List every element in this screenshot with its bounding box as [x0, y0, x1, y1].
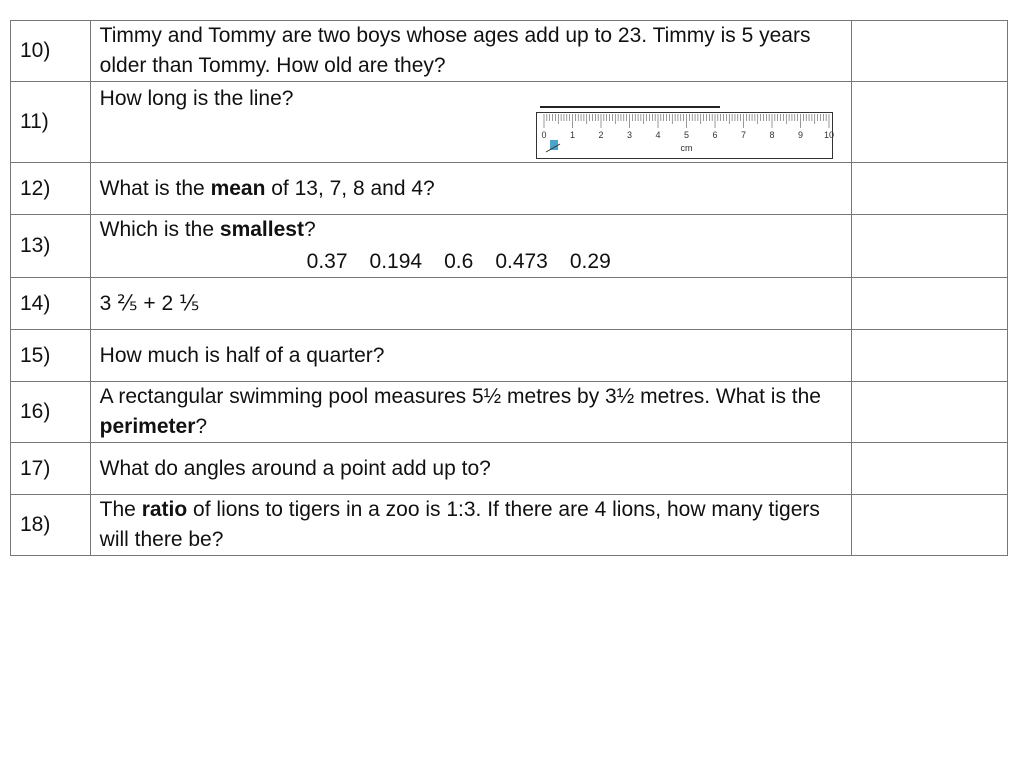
question-text: The ratio of lions to tigers in a zoo is 1:3. If there are 4 lions, how many tigers will there be?: [90, 495, 851, 556]
answer-cell[interactable]: [852, 21, 1008, 82]
answer-cell[interactable]: [852, 382, 1008, 443]
question-text: What is the mean of 13, 7, 8 and 4?: [90, 163, 851, 215]
question-number: 12): [11, 163, 91, 215]
question-number: 15): [11, 330, 91, 382]
answer-options: [307, 247, 845, 277]
ruler-tick-label: 7: [740, 130, 746, 140]
question-number: 17): [11, 443, 91, 495]
ruler-tick-label: 6: [712, 130, 718, 140]
question-text: How long is the line?: [99, 87, 294, 110]
question-row-14: [11, 278, 1008, 330]
ruler-tick-label: 4: [655, 130, 661, 140]
option-value: 0.473: [495, 250, 548, 273]
question-row-15: [11, 330, 1008, 382]
ruler-tick-label: 2: [598, 130, 604, 140]
bold-keyword: perimeter: [99, 415, 196, 438]
ruler-tick-label: 8: [769, 130, 775, 140]
answer-cell[interactable]: [852, 443, 1008, 495]
bold-keyword: ratio: [141, 498, 188, 521]
question-text: A rectangular swimming pool measures 5½ metres by 3½ metres. What is the perimeter?: [90, 382, 851, 443]
option-value: 0.6: [444, 250, 474, 273]
option-value: 0.37: [306, 250, 348, 273]
ruler-tick-label: 9: [797, 130, 803, 140]
question-number: 13): [11, 215, 91, 278]
question-number: 10): [11, 21, 91, 82]
question-row-12: [11, 163, 1008, 215]
question-text: Timmy and Tommy are two boys whose ages add up to 23. Timmy is 5 years older than Tommy. How old are they?: [90, 21, 851, 82]
ruler-tick-label: 10: [823, 130, 834, 140]
bold-keyword: mean: [210, 176, 266, 200]
answer-cell[interactable]: [852, 163, 1008, 215]
ruler-figure: [536, 104, 836, 164]
question-row-11: [11, 82, 1008, 163]
question-text: How much is half of a quarter?: [90, 330, 851, 382]
question-number: 18): [11, 495, 91, 556]
answer-cell[interactable]: [852, 495, 1008, 556]
option-value: 0.29: [569, 250, 611, 273]
question-text: What do angles around a point add up to?: [90, 443, 851, 495]
worksheet-table: [10, 20, 1008, 556]
question-number: 11): [11, 82, 91, 163]
answer-cell[interactable]: [852, 82, 1008, 163]
ruler-tick-label: 3: [626, 130, 632, 140]
question-number: 16): [11, 382, 91, 443]
answer-cell[interactable]: [852, 330, 1008, 382]
question-text: Which is the smallest?: [99, 218, 316, 241]
ruler-unit-label: cm: [680, 143, 693, 153]
question-row-10: [11, 21, 1008, 82]
answer-cell[interactable]: [852, 215, 1008, 278]
question-number: 14): [11, 278, 91, 330]
question-row-17: [11, 443, 1008, 495]
question-row-13: [11, 215, 1008, 278]
question-text: 3 ⅖ + 2 ⅕: [90, 278, 851, 330]
bold-keyword: smallest: [219, 218, 304, 241]
ruler-tick-label: 1: [569, 130, 575, 140]
question-row-16: [11, 382, 1008, 443]
answer-cell[interactable]: [852, 278, 1008, 330]
ruler-icon: [536, 104, 836, 164]
ruler-tick-label: 0: [541, 130, 547, 140]
option-value: 0.194: [369, 250, 423, 273]
ruler-tick-label: 5: [683, 130, 689, 140]
question-row-18: [11, 495, 1008, 556]
